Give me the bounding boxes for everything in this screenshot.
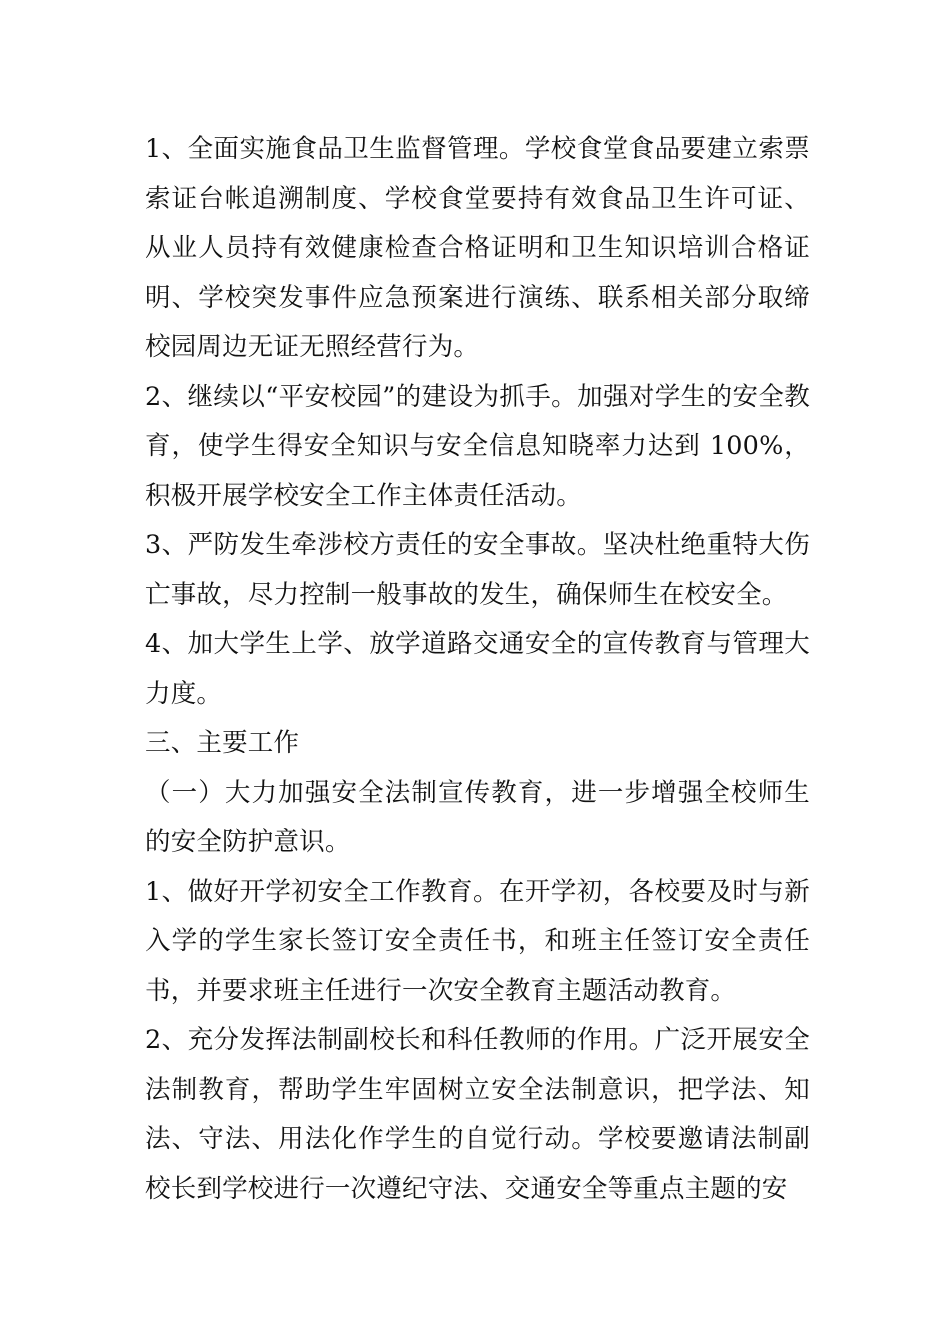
subsection-heading-legal-education: （一）大力加强安全法制宣传教育，进一步增强全校师生的安全防护意识。 bbox=[145, 777, 810, 857]
paragraph-food-hygiene: 1、全面实施食品卫生监督管理。学校食堂食品要建立索票索证台帐追溯制度、学校食堂要持有效食品卫生许可证、从业人员持有效健康检查合格证明和卫生知识培训合格证明、学校突发事件应急预案进行演练、联系相关部分取缔校园周边无证无照经营行为。 bbox=[145, 134, 810, 362]
paragraph-legal-vice-principal: 2、充分发挥法制副校长和科任教师的作用。广泛开展安全法制教育，帮助学生牢固树立安全法制意识，把学法、知法、守法、用法化作学生的自觉行动。学校要邀请法制副校长到学校进行一次遵纪守法、交通安全等重点主题的安 bbox=[145, 1025, 810, 1204]
document-body bbox=[145, 125, 810, 1214]
paragraph-safe-campus: 2、继续以“平安校园”的建设为抓手。加强对学生的安全教育，使学生得安全知识与安全信息知晓率力达到 100%，积极开展学校安全工作主体责任活动。 bbox=[145, 381, 810, 511]
paragraph-semester-start-education: 1、做好开学初安全工作教育。在开学初，各校要及时与新入学的学生家长签订安全责任书，和班主任签订安全责任书，并要求班主任进行一次安全教育主题活动教育。 bbox=[145, 876, 810, 1006]
paragraph-traffic-safety: 4、加大学生上学、放学道路交通安全的宣传教育与管理大力度。 bbox=[145, 629, 810, 709]
section-heading-main-work: 三、主要工作 bbox=[145, 728, 300, 758]
paragraph-prevent-accidents: 3、严防发生牵涉校方责任的安全事故。坚决杜绝重特大伤亡事故，尽力控制一般事故的发生，确保师生在校安全。 bbox=[145, 530, 810, 610]
